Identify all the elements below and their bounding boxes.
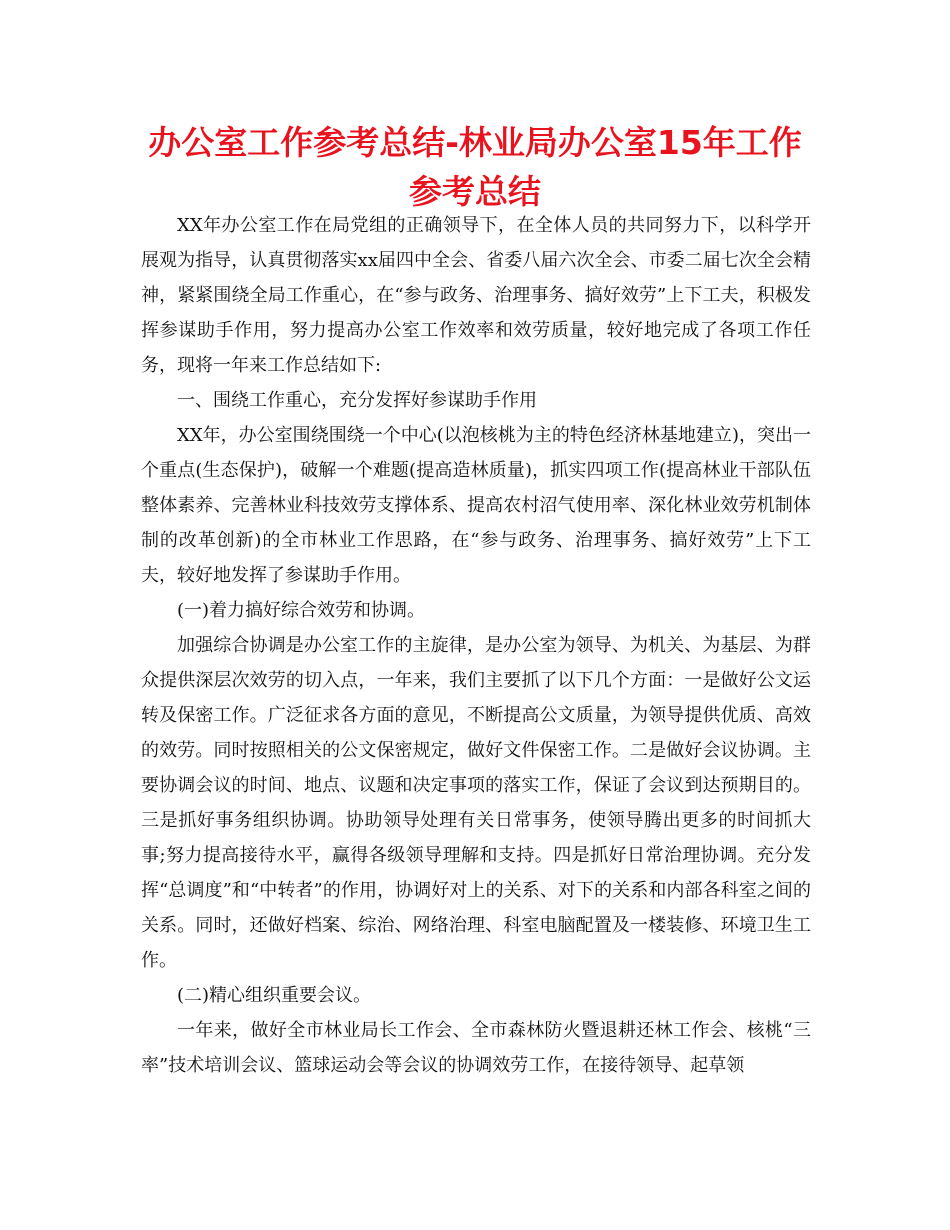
- section-heading: 一、围绕工作重心，充分发挥好参谋助手作用: [177, 390, 537, 411]
- paragraph: 一年来，做好全市林业局长工作会、全市森林防火暨退耕还林工作会、核桃“三率”技术培训会议、篮球运动会等会议的协调效劳工作，在接待领导、起草领: [141, 1020, 811, 1076]
- document-body: [141, 208, 811, 1083]
- document-title: 办公室工作参考总结-林业局办公室15年工作参考总结: [148, 123, 802, 211]
- subsection-heading: (二)精心组织重要会议。: [177, 985, 372, 1006]
- subsection-heading: (一)着力搞好综合效劳和协调。: [177, 600, 426, 621]
- paragraph: 加强综合协调是办公室工作的主旋律，是办公室为领导、为机关、为基层、为群众提供深层次效劳的切入点，一年来，我们主要抓了以下几个方面：一是做好公文运转及保密工作。广泛征求各方面的意见，不断提高公文质量，为领导提供优质、高效的效劳。同时按照相关的公文保密规定，做好文件保密工作。二是做好会议协调。主要协调会议的时间、地点、议题和决定事项的落实工作，保证了会议到达预期目的。三是抓好事务组织协调。协助领导处理有关日常事务，使领导腾出更多的时间抓大事;努力提高接待水平，赢得各级领导理解和支持。四是抓好日常治理协调。充分发挥“总调度”和“中转者”的作用，协调好对上的关系、对下的关系和内部各科室之间的关系。同时，还做好档案、综治、网络治理、科室电脑配置及一楼装修、环境卫生工作。: [141, 635, 811, 971]
- paragraph: XX年，办公室围绕围绕一个中心(以泡核桃为主的特色经济林基地建立)，突出一个重点(生态保护)，破解一个难题(提高造林质量)，抓实四项工作(提高林业干部队伍整体素养、完善林业科技效劳支撑体系、提高农村沼气使用率、深化林业效劳机制体制的改革创新)的全市林业工作思路，在“参与政务、治理事务、搞好效劳”上下工夫，较好地发挥了参谋助手作用。: [141, 425, 811, 586]
- paragraph: XX年办公室工作在局党组的正确领导下，在全体人员的共同努力下，以科学开展观为指导，认真贯彻落实xx届四中全会、省委八届六次全会、市委二届七次全会精神，紧紧围绕全局工作重心，在“参与政务、治理事务、搞好效劳”上下工夫，积极发挥参谋助手作用，努力提高办公室工作效率和效劳质量，较好地完成了各项工作任务，现将一年来工作总结如下:: [141, 215, 811, 376]
